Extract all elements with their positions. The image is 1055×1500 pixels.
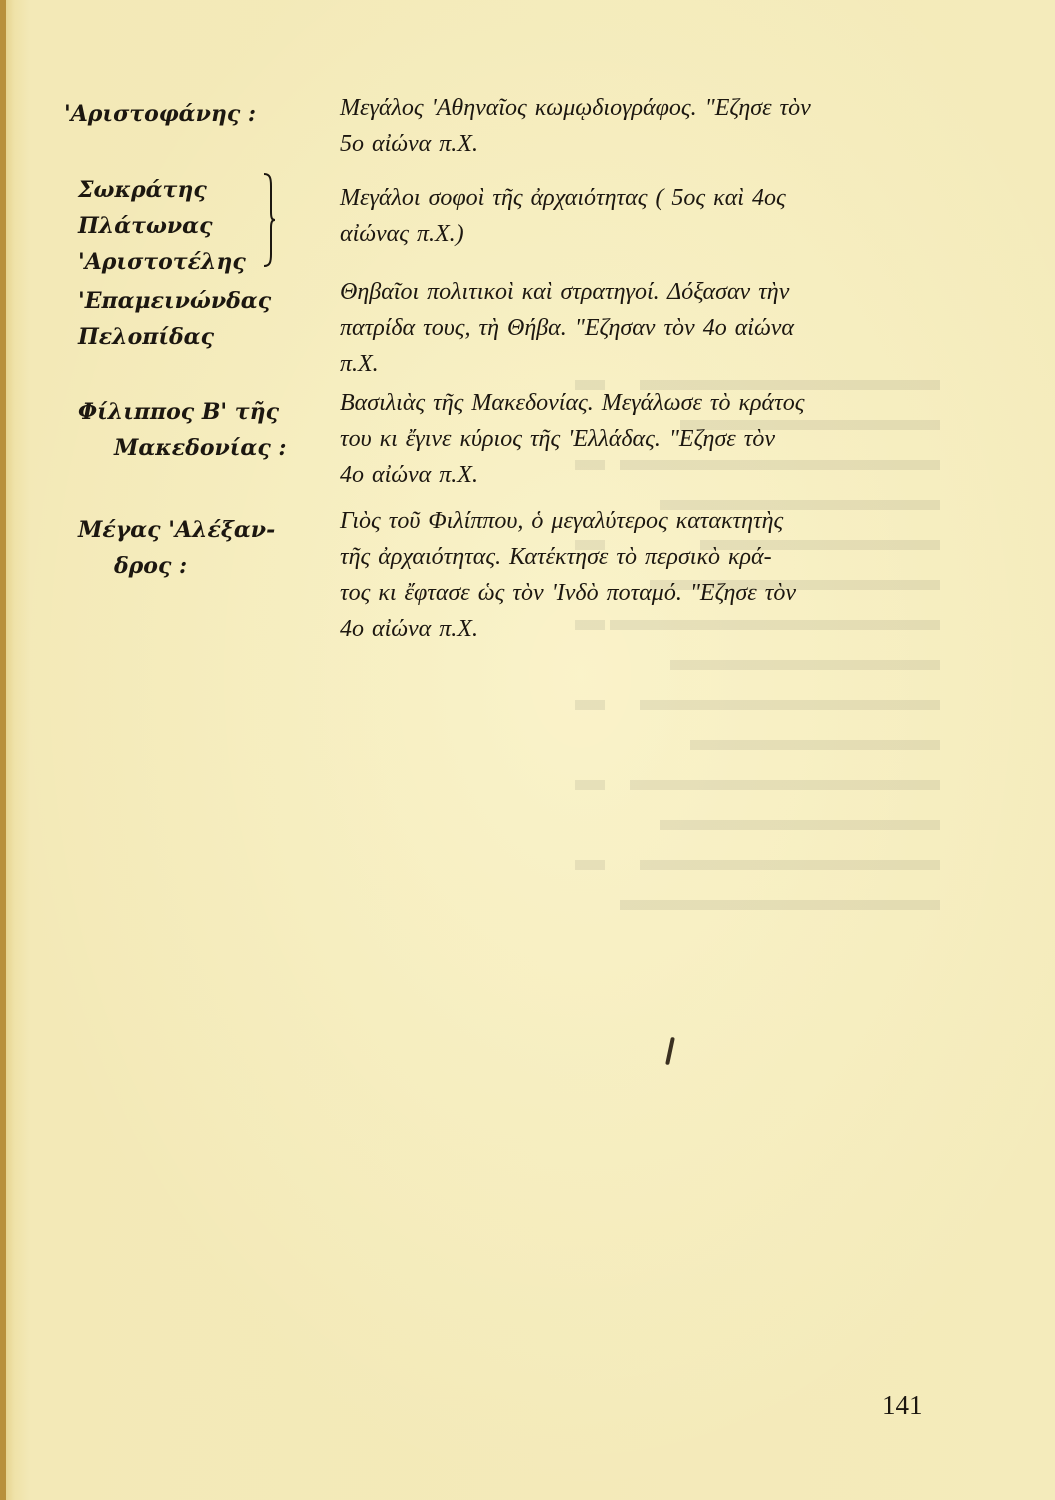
term-theban-generals [78, 283, 271, 355]
desc-line: Μεγάλος 'Αθηναῖος κωμῳδιογράφος. "Εζησε τὸν [340, 95, 811, 121]
desc-line: τῆς ἀρχαιότητας. Κατέκτησε τὸ περσικὸ κρά- [340, 544, 772, 570]
term-alexander [78, 512, 275, 584]
desc-line: 4ο αἰώνα π.Χ. [340, 462, 478, 488]
desc-theban-generals [340, 274, 930, 382]
grouping-brace [262, 172, 276, 268]
term-philip [78, 394, 287, 466]
desc-philosophers [340, 180, 930, 252]
term-line: Σωκράτης [78, 177, 207, 203]
desc-line: Θηβαῖοι πολιτικοὶ καὶ στρατηγοί. Δόξασαν τὴν [340, 279, 790, 305]
term-line: 'Αριστοτέλης [78, 249, 246, 275]
desc-line: π.Χ. [340, 351, 379, 377]
desc-line: Βασιλιὰς τῆς Μακεδονίας. Μεγάλωσε τὸ κράτος [340, 390, 805, 416]
term-line: Μακεδονίας : [114, 435, 287, 461]
term-line: δρος : [114, 553, 188, 579]
term-philosophers [78, 172, 246, 280]
term-line: Πλάτωνας [78, 213, 213, 239]
desc-line: τος κι ἔφτασε ὡς τὸν 'Ινδὸ ποταμό. "Εζησε τὸν [340, 580, 796, 606]
desc-line: Γιὸς τοῦ Φιλίππου, ὁ μεγαλύτερος κατακτητὴς [340, 508, 784, 534]
term-aristophanes [64, 96, 256, 132]
page-number: 141 [882, 1390, 923, 1420]
desc-aristophanes [340, 90, 930, 162]
desc-line: 5ο αἰώνα π.Χ. [340, 131, 478, 157]
desc-philip [340, 385, 930, 493]
desc-line: του κι ἔγινε κύριος τῆς 'Ελλάδας. "Εζησε τὸν [340, 426, 775, 452]
term-line: 'Επαμεινώνδας [78, 288, 272, 314]
desc-line: 4ο αἰώνα π.Χ. [340, 616, 478, 642]
book-spine-edge [0, 0, 6, 1500]
desc-line: πατρίδα τους, τὴ Θήβα. "Εζησαν τὸν 4ο αἰώνα [340, 315, 794, 341]
desc-alexander [340, 503, 930, 647]
ink-mark [665, 1037, 675, 1065]
term-line: 'Αριστοφάνης : [64, 101, 257, 127]
term-line: Μέγας 'Αλέξαν- [78, 517, 276, 543]
desc-line: αἰώνας π.Χ.) [340, 221, 464, 247]
term-line: Φίλιππος Β' τῆς [78, 399, 279, 425]
desc-line: Μεγάλοι σοφοὶ τῆς ἀρχαιότητας ( 5ος καὶ 4ος [340, 185, 786, 211]
term-line: Πελοπίδας [78, 324, 215, 350]
